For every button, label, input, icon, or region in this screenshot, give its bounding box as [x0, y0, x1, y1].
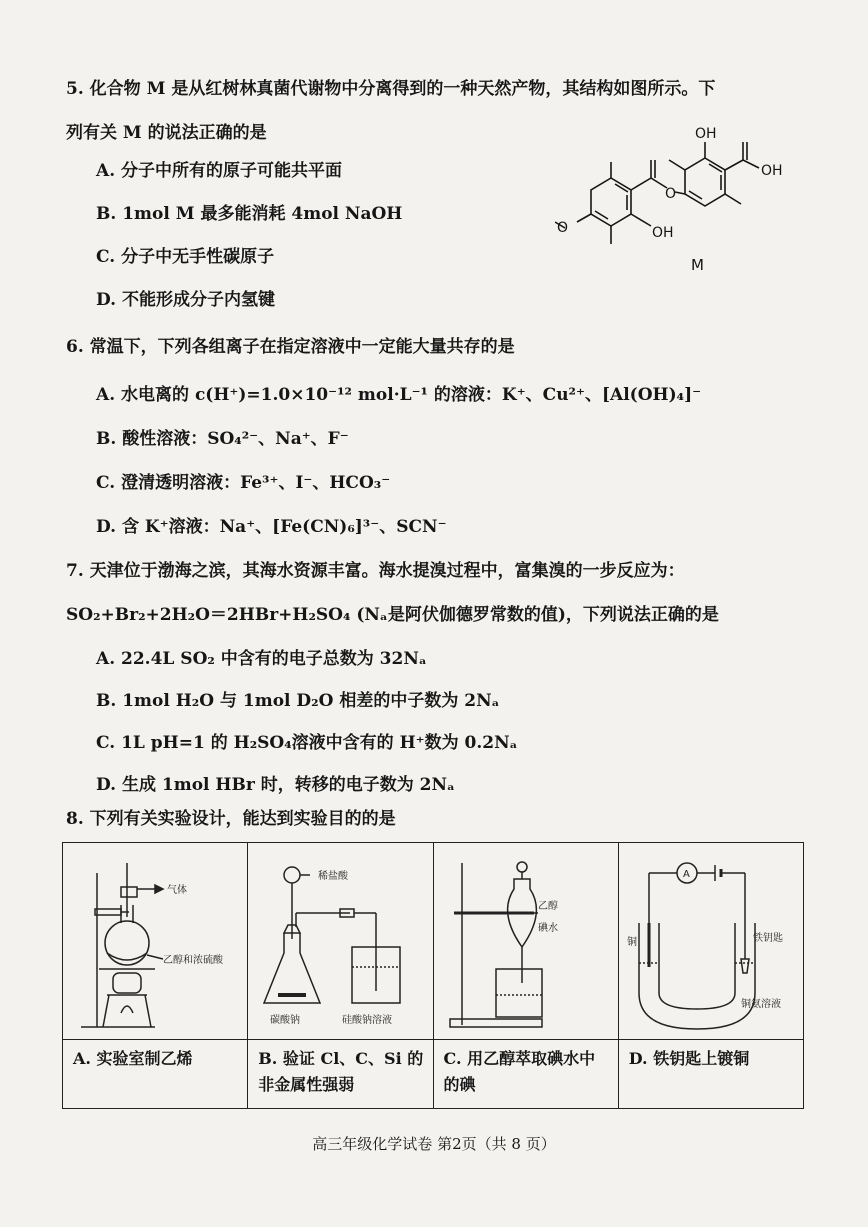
q5-stem-line1: 5. 化合物 M 是从红树林真菌代谢物中分离得到的一种天然产物，其结构如图所示。下: [66, 79, 716, 99]
compound-label: M: [691, 256, 704, 274]
q5-option-d: D. 不能形成分子内氢键: [96, 290, 275, 310]
q5-option-a: A. 分子中所有的原子可能共平面: [96, 161, 343, 181]
extraction-apparatus-diagram: [434, 843, 619, 1039]
q7-stem-line1: 7. 天津位于渤海之滨，其海水资源丰富。海水提溴过程中，富集溴的一步反应为：: [66, 561, 685, 581]
apparatus-c-iodine-label: 碘水: [537, 923, 558, 934]
ethylene-apparatus-diagram: [63, 843, 248, 1039]
q5-option-c: C. 分子中无手性碳原子: [96, 247, 275, 267]
apparatus-d-copper-label: 铜: [626, 937, 637, 948]
apparatus-b-solid-label: 碳酸钠: [270, 1015, 301, 1026]
q6-stem: 6. 常温下，下列各组离子在指定溶液中一定能大量共存的是: [66, 337, 515, 357]
caption-c: C. 用乙醇萃取碘水中的碘: [433, 1040, 618, 1109]
apparatus-a-gas-label: 气体: [167, 885, 187, 896]
electroplating-diagram: [619, 843, 804, 1039]
apparatus-b-cell: [248, 843, 433, 1040]
q7-stem-line2: SO₂+Br₂+2H₂O＝2HBr+H₂SO₄ (Nₐ是阿伏伽德罗常数的值)，下列说法正确的是: [66, 605, 719, 625]
q6-option-a: A. 水电离的 c(H⁺)=1.0×10⁻¹² mol·L⁻¹ 的溶液：K⁺、Cu²⁺、[Al(OH)₄]⁻: [96, 385, 702, 405]
apparatus-d-solution-label: 铜氨溶液: [740, 999, 781, 1010]
q5-option-b: B. 1mol M 最多能消耗 4mol NaOH: [96, 204, 403, 224]
caption-b: B. 验证 Cl、C、Si 的非金属性强弱: [248, 1040, 433, 1109]
apparatus-d-key-label: 铁钥匙: [752, 933, 783, 944]
bottom-oh-label: OH: [652, 225, 674, 241]
ammeter-label: A: [682, 869, 690, 880]
acid-oh-label: OH: [761, 163, 783, 179]
apparatus-d-cell: [618, 843, 803, 1040]
q6-option-b: B. 酸性溶液：SO₄²⁻、Na⁺、F⁻: [96, 429, 349, 449]
apparatus-a-reagent-label: 乙醇和浓硫酸: [163, 955, 223, 966]
apparatus-b-solution-label: 硅酸钠溶液: [342, 1015, 393, 1026]
experiment-table: [62, 842, 804, 1109]
q7-option-a: A. 22.4L SO₂ 中含有的电子总数为 32Nₐ: [96, 649, 427, 669]
caption-a: A. 实验室制乙烯: [63, 1040, 248, 1109]
page-footer: 高三年级化学试卷 第2页（共 8 页）: [312, 1135, 556, 1153]
nonmetal-comparison-diagram: [248, 843, 433, 1039]
q6-option-d: D. 含 K⁺溶液：Na⁺、[Fe(CN)₆]³⁻、SCN⁻: [96, 517, 447, 537]
apparatus-a-cell: [63, 843, 248, 1040]
q7-option-b: B. 1mol H₂O 与 1mol D₂O 相差的中子数为 2Nₐ: [96, 691, 500, 711]
methoxy-o-label: O: [557, 220, 569, 236]
caption-d: D. 铁钥匙上镀铜: [618, 1040, 803, 1109]
apparatus-c-ethanol-label: 乙醇: [537, 901, 558, 912]
q8-stem: 8. 下列有关实验设计，能达到实验目的的是: [66, 809, 396, 829]
apparatus-b-acid-label: 稀盐酸: [318, 871, 349, 882]
q7-option-d: D. 生成 1mol HBr 时，转移的电子数为 2Nₐ: [96, 775, 455, 795]
ester-o-label: O: [665, 186, 677, 202]
apparatus-c-cell: [433, 843, 618, 1040]
q5-stem-line2: 列有关 M 的说法正确的是: [66, 123, 267, 143]
compound-m-structure: [555, 120, 815, 280]
q7-option-c: C. 1L pH=1 的 H₂SO₄溶液中含有的 H⁺数为 0.2Nₐ: [96, 733, 518, 753]
q6-option-c: C. 澄清透明溶液：Fe³⁺、I⁻、HCO₃⁻: [96, 473, 391, 493]
top-oh-label: OH: [695, 126, 717, 142]
